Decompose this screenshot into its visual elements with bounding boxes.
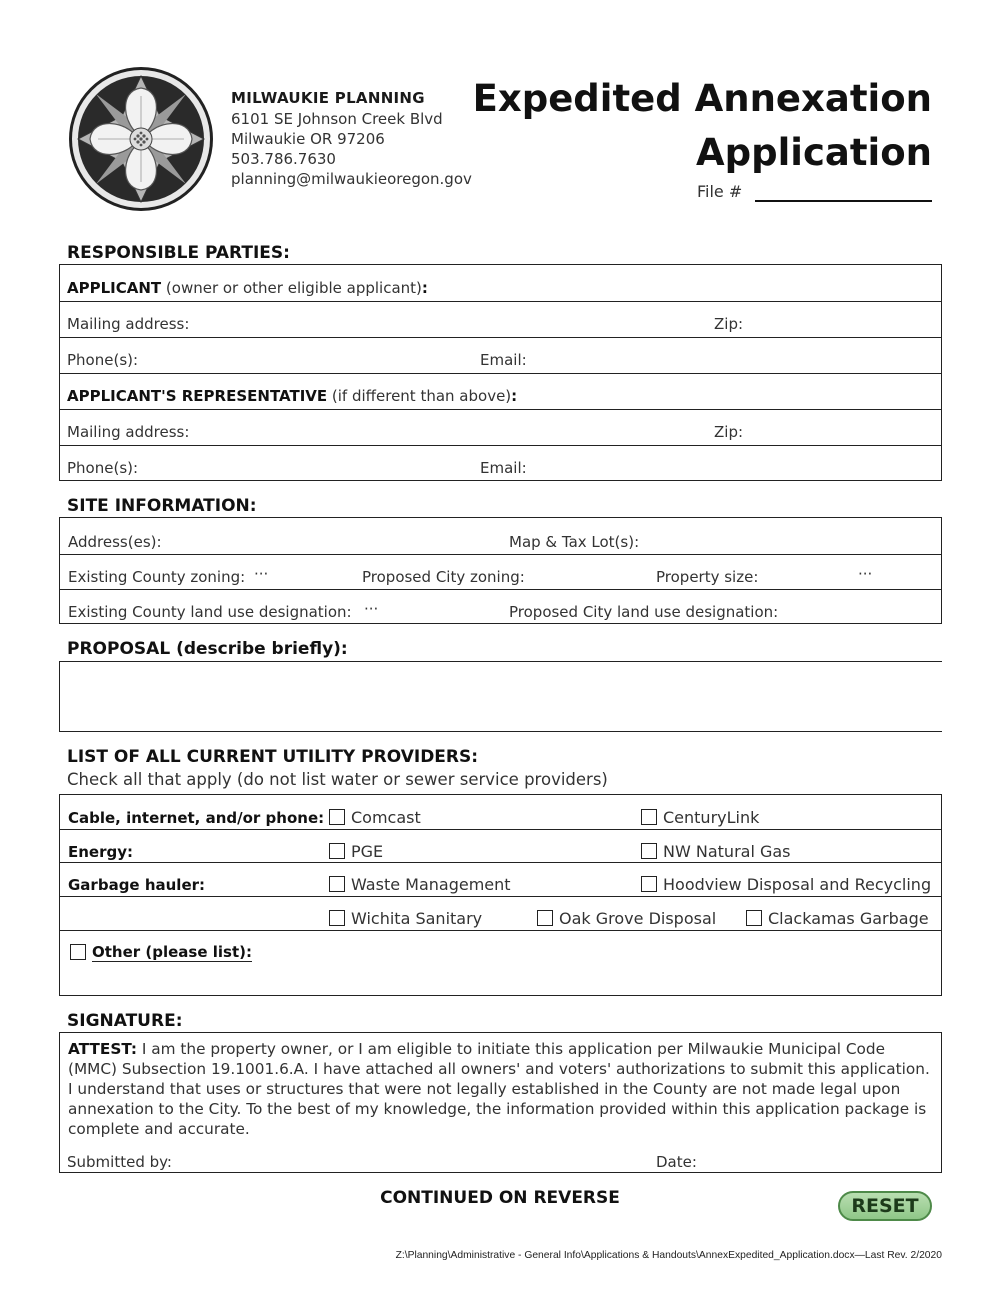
- hoodview-checkbox[interactable]: [641, 876, 657, 892]
- site-information-box: [59, 517, 942, 624]
- oak-grove-disposal-checkbox[interactable]: [537, 910, 553, 926]
- pge-label: PGE: [351, 842, 384, 861]
- applicant-mailing-label: Mailing address:: [67, 315, 190, 333]
- site-zoning-row: [60, 554, 941, 590]
- applicant-phone-label: Phone(s):: [67, 351, 139, 369]
- other-checkbox[interactable]: [70, 944, 86, 960]
- county-zoning-label: Existing County zoning:: [68, 568, 246, 586]
- site-address-field[interactable]: [170, 522, 490, 550]
- garbage-row: [60, 862, 941, 897]
- city-zoning-label: Proposed City zoning:: [362, 568, 525, 586]
- signature-box: [59, 1032, 942, 1173]
- representative-contact-row: [60, 445, 941, 481]
- county-zoning-dropdown[interactable]: ···: [254, 565, 269, 583]
- oak-grove-disposal-label: Oak Grove Disposal: [559, 909, 717, 928]
- applicant-contact-row: [60, 337, 941, 374]
- org-email: planning@milwaukieoregon.gov: [231, 170, 472, 188]
- energy-label: Energy:: [68, 843, 134, 861]
- file-number-label: File #: [697, 182, 743, 201]
- nw-natural-gas-label: NW Natural Gas: [663, 842, 791, 861]
- applicant-bold-label: APPLICANT: [67, 279, 162, 297]
- applicant-note: (owner or other eligible applicant): [161, 279, 422, 297]
- waste-management-checkbox[interactable]: [329, 876, 345, 892]
- energy-row: [60, 829, 941, 863]
- other-label: Other (please list):: [92, 943, 252, 961]
- cable-label: Cable, internet, and/or phone:: [68, 809, 325, 827]
- proposal-textarea[interactable]: [59, 661, 942, 732]
- responsible-parties-box: [59, 264, 942, 481]
- site-land-use-row: [60, 589, 941, 624]
- representative-mailing-row: [60, 409, 941, 446]
- representative-note: (if different than above): [327, 387, 512, 405]
- signature-heading: SIGNATURE:: [67, 1011, 183, 1031]
- representative-phone-field[interactable]: [150, 449, 470, 477]
- org-address-line1: 6101 SE Johnson Creek Blvd: [231, 110, 443, 128]
- date-label: Date:: [656, 1153, 697, 1171]
- comcast-checkbox[interactable]: [329, 809, 345, 825]
- clackamas-garbage-checkbox[interactable]: [746, 910, 762, 926]
- site-information-heading: SITE INFORMATION:: [67, 496, 257, 516]
- wichita-sanitary-label: Wichita Sanitary: [351, 909, 483, 928]
- county-land-use-dropdown[interactable]: ···: [364, 600, 379, 618]
- proposal-heading: PROPOSAL (describe briefly):: [67, 639, 348, 659]
- cable-row: [60, 795, 941, 830]
- centurylink-checkbox[interactable]: [641, 809, 657, 825]
- reset-button[interactable]: RESET: [838, 1191, 932, 1221]
- other-providers-field[interactable]: [240, 936, 935, 962]
- applicant-zip-label: Zip:: [714, 315, 744, 333]
- date-field[interactable]: [700, 1145, 935, 1171]
- other-row: [60, 930, 941, 996]
- clackamas-garbage-label: Clackamas Garbage: [768, 909, 929, 928]
- org-phone: 503.786.7630: [231, 150, 336, 168]
- submitted-by-label: Submitted by:: [67, 1153, 172, 1171]
- representative-email-field[interactable]: [535, 449, 935, 477]
- form-title-line1: Expedited Annexation: [472, 77, 932, 120]
- pge-checkbox[interactable]: [329, 843, 345, 859]
- map-tax-lot-label: Map & Tax Lot(s):: [509, 533, 640, 551]
- applicant-phone-field[interactable]: [150, 341, 470, 369]
- file-number-field[interactable]: [755, 200, 932, 202]
- milwaukie-dogwood-logo: [68, 66, 214, 212]
- city-land-use-field[interactable]: [800, 593, 935, 620]
- comcast-label: Comcast: [351, 808, 421, 827]
- waste-management-label: Waste Management: [351, 875, 511, 894]
- utility-providers-box: [59, 794, 942, 996]
- responsible-parties-heading: RESPONSIBLE PARTIES:: [67, 243, 290, 263]
- representative-phone-label: Phone(s):: [67, 459, 139, 477]
- site-address-label: Address(es):: [68, 533, 162, 551]
- centurylink-label: CenturyLink: [663, 808, 760, 827]
- applicant-mailing-field[interactable]: [200, 305, 700, 333]
- utility-providers-heading: LIST OF ALL CURRENT UTILITY PROVIDERS:: [67, 747, 479, 767]
- attest-label: ATTEST:: [68, 1040, 138, 1058]
- representative-colon: :: [511, 387, 518, 405]
- representative-zip-label: Zip:: [714, 423, 744, 441]
- representative-bold-label: APPLICANT'S REPRESENTATIVE: [67, 387, 328, 405]
- nw-natural-gas-checkbox[interactable]: [641, 843, 657, 859]
- applicant-email-label: Email:: [480, 351, 527, 369]
- property-size-label: Property size:: [656, 568, 759, 586]
- hoodview-label: Hoodview Disposal and Recycling: [663, 875, 932, 894]
- garbage-row-2: [60, 896, 941, 931]
- site-address-row: [60, 518, 941, 555]
- map-tax-lot-field[interactable]: [650, 522, 935, 550]
- continued-on-reverse: CONTINUED ON REVERSE: [380, 1188, 620, 1208]
- county-land-use-label: Existing County land use designation:: [68, 603, 352, 621]
- applicant-heading: [67, 279, 428, 297]
- applicant-colon: :: [421, 279, 428, 297]
- city-land-use-label: Proposed City land use designation:: [509, 603, 779, 621]
- wichita-sanitary-checkbox[interactable]: [329, 910, 345, 926]
- garbage-hauler-label: Garbage hauler:: [68, 876, 206, 894]
- applicant-zip-field[interactable]: [750, 305, 930, 333]
- representative-header-row: [60, 373, 941, 410]
- applicant-header-row: [60, 265, 941, 302]
- submitted-by-field[interactable]: [185, 1145, 645, 1171]
- applicant-mailing-row: [60, 301, 941, 338]
- applicant-email-field[interactable]: [535, 341, 935, 369]
- form-title-line2: Application: [695, 131, 932, 174]
- utility-providers-subheading: Check all that apply (do not list water or sewer service providers): [67, 770, 608, 789]
- file-path-footer: Z:\Planning\Administrative - General Info\Applications & Handouts\AnnexExpedited_Application.docx—Last Rev. 2/2020: [395, 1250, 942, 1261]
- city-zoning-field[interactable]: [540, 558, 650, 585]
- representative-email-label: Email:: [480, 459, 527, 477]
- property-size-dropdown[interactable]: ···: [858, 565, 873, 583]
- attest-statement: [68, 1039, 934, 1139]
- org-address-line2: Milwaukie OR 97206: [231, 130, 385, 148]
- representative-mailing-field[interactable]: [200, 413, 700, 441]
- representative-heading: [67, 387, 517, 405]
- attest-text: I am the property owner, or I am eligible to initiate this application per Milwaukie Municipal Code (MMC) Subsection 19.1001.6.A. I have attached all owners' and voters' authorizations to submit this application. I understand that uses or structures that were not legally established in the County are not made legal upon annexation to the City. To the best of my knowledge, the information provided within this application package is complete and accurate.: [68, 1040, 930, 1138]
- representative-mailing-label: Mailing address:: [67, 423, 190, 441]
- representative-zip-field[interactable]: [750, 413, 930, 441]
- org-name: MILWAUKIE PLANNING: [231, 89, 425, 107]
